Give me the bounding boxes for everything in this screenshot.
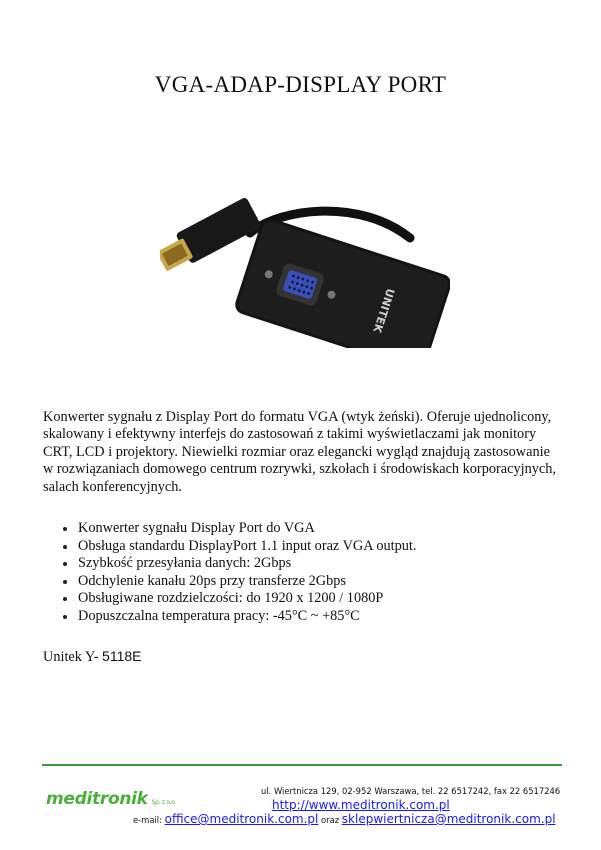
page-title: VGA-ADAP-DISPLAY PORT — [154, 72, 447, 97]
feature-item: Dopuszczalna temperatura pracy: -45°C ~ +85°C — [78, 608, 416, 626]
product-description: Konwerter sygnału z Display Port do formatu VGA (wtyk żeński). Oferuje ujednolicony, skalowany i efektywny interfejs do zastosowań z takimi wyświetlaczami jak monitory CRT, LCD i projektory. Niewielki rozmiar oraz elegancki wygląd znajdują zastosowanie w rozwiązaniach domowego centrum rozrywki, szkołach i środowiskach korporacyjnych, salach konferencyjnych. — [43, 409, 556, 495]
model-prefix: Unitek Y- — [43, 649, 103, 665]
feature-item: Konwerter sygnału Display Port do VGA — [78, 520, 416, 538]
email-office-link[interactable]: office@meditronik.com.pl — [164, 812, 319, 826]
logo-text: meditronik — [46, 789, 148, 809]
company-address: ul. Wiertnicza 129, 02-952 Warszawa, tel. 22 6517242, fax 22 6517246 — [261, 786, 561, 796]
website-link[interactable]: http://www.meditronik.com.pl — [272, 798, 450, 812]
email-label: e-mail: — [133, 815, 165, 825]
email-conjunction: oraz — [318, 815, 342, 825]
brand-label: UNITEK — [370, 286, 397, 335]
email-shop-link[interactable]: sklepwiertnicza@meditronik.com.pl — [341, 812, 556, 826]
feature-list — [43, 520, 416, 626]
logo-suffix: Sp. z o.o. — [151, 799, 177, 806]
model-number — [43, 648, 141, 666]
email-row — [133, 812, 556, 826]
feature-item: Obsługa standardu DisplayPort 1.1 input oraz VGA output. — [78, 537, 417, 554]
footer-divider — [42, 764, 562, 766]
adapter-product-image — [160, 188, 450, 348]
model-code: 5118E — [102, 648, 142, 664]
feature-item: Szybkość przesyłania danych: 2Gbps — [78, 555, 416, 573]
feature-item: Odchylenie kanału 20ps przy transferze 2Gbps — [78, 573, 416, 591]
meditronik-logo — [46, 789, 176, 809]
feature-item: Obsługiwane rozdzielczości: do 1920 x 1200 / 1080P — [78, 590, 416, 608]
